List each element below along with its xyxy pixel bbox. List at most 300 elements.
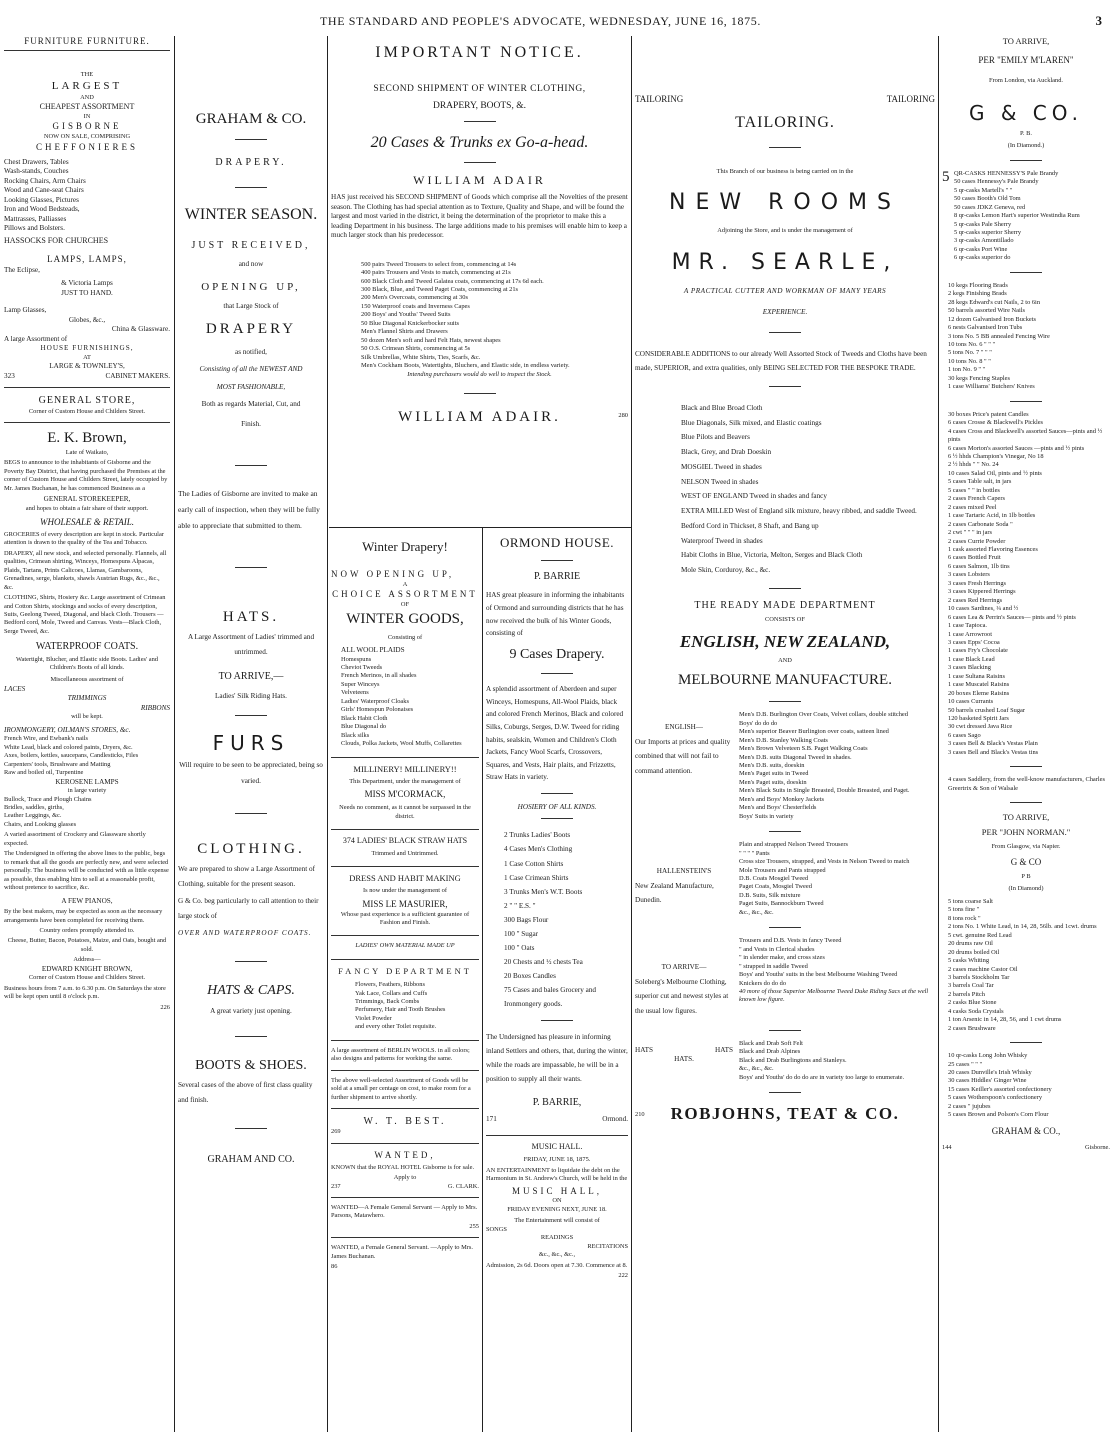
divider (331, 757, 479, 758)
divider (769, 927, 801, 928)
list-item: 3 barrels Stockholm Tar (948, 973, 1010, 981)
text: EXPERIENCE. (762, 308, 808, 317)
text: ALL WOOL PLAIDS (341, 646, 405, 655)
list-item: 3 Trunks Men's W.T. Boots (504, 887, 583, 896)
text: DRAPERY. (215, 156, 287, 168)
text: WANTED, a Female General Servant. —Apply to Mrs. James Buchanan. (331, 1244, 473, 1260)
brandy-section (942, 170, 1110, 263)
list-item: 3 cases Kippered Herrings (948, 588, 1016, 596)
fancy-list (331, 981, 479, 1032)
nz-section (635, 841, 935, 917)
divider (541, 1020, 573, 1021)
text: 255 (469, 1222, 479, 1230)
column-imports (942, 36, 1110, 1432)
list-item: 2 cases machine Castor Oil (948, 965, 1018, 973)
divider (769, 332, 801, 333)
list-item: 200 Men's Overcoats, commencing at 30s (361, 294, 468, 302)
list-item: Carpenters' tools, Brushware and Matting (4, 760, 111, 768)
text: JUST RECEIVED, (191, 240, 311, 252)
list-item: 2 cases French Capers (948, 495, 1005, 503)
list-item: 500 pairs Tweed Trousers to select from, commencing at 14s (361, 260, 517, 268)
list-item: Men's D.B. suits Diagonal Tweed in shades. (739, 753, 852, 761)
list-item: 5 tons fine " (948, 906, 980, 914)
list-item: 3 cases Blacking (948, 664, 991, 672)
divider (331, 959, 479, 960)
list-item: 50 cases Hennessy's Pale Brandy (954, 178, 1039, 186)
list-item: Super Winceys (341, 680, 380, 688)
text: This Branch of our business is being carried on in the (716, 167, 854, 175)
text: LACES (4, 684, 26, 693)
divider (235, 961, 267, 962)
text: HAS great pleasure in informing the inhabitants of Ormond and surrounding districts that he has now received the bulk of his Winter Goods, consisting of (486, 591, 625, 638)
text: & Victoria Lamps (61, 279, 113, 288)
text: Trimmed and Untrimmed. (371, 849, 439, 857)
list-item: Plain and strapped Nelson Tweed Trousers (739, 841, 848, 849)
list-item: 3 cases Fresh Herrings (948, 579, 1007, 587)
text: Watertight, Blucher, and Elastic side Boots. Ladies' and Children's Boots of all kinds. (15, 655, 158, 671)
text: MELBOURNE MANUFACTURE. (678, 672, 892, 689)
list-item: 120 basketed Spirit Jars (948, 715, 1009, 723)
text: China & Glassware. (111, 325, 170, 334)
salt-list (942, 898, 1110, 1033)
divider (1010, 160, 1042, 161)
list-item: Cheviot Tweeds (341, 664, 383, 672)
list-item: Violet Powder (355, 1014, 392, 1022)
divider (769, 701, 801, 702)
list-item: Black, Grey, and Drab Doeskin (681, 448, 772, 457)
list-item: 15 cases Keiller's assorted confectionery (948, 1085, 1052, 1093)
list-item: 2 " " E.S. " (504, 901, 536, 910)
divider (4, 422, 170, 423)
list-item: Habit Cloths in Blue, Victoria, Melton, Serges and Black Cloth (681, 551, 863, 560)
text: ENGLISH, NEW ZEALAND, (679, 631, 891, 651)
text: THE (80, 70, 94, 78)
list-item: Paget Suits, Bannockburn Tweed (739, 900, 824, 908)
ek-brown-heading: E. K. Brown, (47, 430, 127, 447)
graham-heading: GRAHAM & CO. (195, 111, 307, 127)
list-item: 10 cases Salad Oil, pints and ½ pints (948, 469, 1042, 477)
list-item: 20 drums raw Oil (948, 940, 993, 948)
largest-heading: LARGEST (51, 80, 123, 93)
list-item: 1 case Black Lead (948, 655, 995, 663)
list-item: 5 cwt. genuine Red Lead (948, 931, 1012, 939)
text: Soleberg's Melbourne Clothing, superior cut and newest styles at the usual low figures. (635, 977, 729, 1015)
text: WHOLESALE & RETAIL. (39, 517, 135, 528)
text: TRIMMINGS (67, 694, 107, 703)
text: DRAPERY, BOOTS, &. (432, 100, 526, 111)
list-item: Wash-stands, Couches (4, 167, 69, 175)
text: BOOTS & SHOES. (195, 1058, 307, 1074)
list-item: 5 cases Table salt, in jars (948, 478, 1012, 486)
list-item: 20 cases Dunville's Irish Whisky (948, 1069, 1032, 1077)
list-item: Mattrasses, Palliasses (4, 214, 67, 223)
divider (541, 673, 573, 674)
new-rooms-heading: NEW ROOMS (669, 190, 901, 216)
column-rule (174, 36, 175, 1432)
text: A great variety just opening. (210, 1006, 292, 1015)
list-item: 6 qr-casks Port Wine (954, 245, 1008, 253)
divider (464, 393, 496, 394)
list-item: " and Vests in Clerical shades (739, 945, 815, 953)
text: TO ARRIVE— (661, 963, 707, 972)
text: WANTED, (374, 1149, 436, 1160)
text: Several cases of the above of first class quality and finish. (178, 1080, 313, 1104)
furniture-header: FURNITURE FURNITURE. (4, 36, 170, 51)
list-item: Knickers do do do (739, 979, 787, 987)
text: Cheese, Butter, Bacon, Potatoes, Maize, and Oats, bought and sold. (7, 937, 167, 953)
tailoring-heading: TAILORING. (735, 113, 835, 131)
text: NOW OPENING UP, (331, 569, 455, 580)
list-item: Looking Glasses, Pictures (4, 195, 79, 204)
list-item: Chairs, and Looking glasses (4, 820, 77, 828)
list-item: and every other Toilet requisite. (355, 1023, 437, 1031)
text: (In Diamond) (1008, 885, 1044, 893)
text: SONGS (486, 1225, 507, 1233)
divider (331, 1237, 479, 1238)
list-item: Men's D.B. suits, doeskin (739, 762, 805, 769)
text: CONSISTS OF (765, 616, 805, 624)
list-item: 1 Case Cotton Shirts (504, 859, 564, 868)
text: HOSIERY OF ALL KINDS. (517, 802, 597, 811)
text: Winter Drapery! (362, 539, 448, 554)
list-item: Boys' and Youths' suits in the best Melbourne Washing Tweed (739, 971, 898, 979)
text: By the best makers, may be expected as soon as the necessary arrangements have been completed for receiving them. (4, 908, 163, 924)
text: Corner of Custom House and Childers Street. (28, 974, 146, 982)
text: will be kept. (71, 713, 103, 721)
text: Miscellaneous assortment of (50, 676, 124, 684)
divider (541, 793, 573, 794)
list-item: 40 more of those Superior Melbourne Tweed Duke Riding Sacs at the well known low figure. (739, 987, 929, 1004)
list-item: Blue Pilots and Beavers (681, 433, 750, 442)
list-item: 50 barrels assorted Wire Nails (948, 307, 1025, 315)
text: A splendid assortment of Aberdeen and super Winceys, Homespuns, All-Wool Plaids, black and colored French Merinos, Black and colored Silks, Coburgs, Serges, D.W. Tweed for riding habits, sealskin, Women and Children's Cloth Jackets, Fancy Wool Scarfs, Crossovers, Squares, and Vests, Hair plaits, and Frizzetts, Straw Hats in variety. (486, 685, 624, 782)
text: W. T. BEST. (363, 1116, 447, 1128)
column-rule (938, 36, 939, 1432)
divider (235, 139, 267, 140)
list-item: 300 Bags Flour (504, 915, 549, 924)
text: CABINET MAKERS. (105, 371, 170, 380)
text: AT (83, 353, 91, 361)
list-item: 1 Case Crimean Shirts (504, 873, 569, 882)
list-item: 6 cases Sago (948, 731, 981, 739)
text: 20 Cases & Trunks ex Go-a-head. (370, 134, 589, 152)
text: A (402, 581, 408, 589)
gco-heading: G & CO. (968, 100, 1084, 125)
divider (329, 527, 631, 528)
list-item: 10 cases Sardines, ¼ and ½ (948, 605, 1019, 613)
divider (331, 1143, 479, 1144)
ad-footer (4, 372, 170, 382)
list-item: 3 cases Epps' Cocoa (948, 638, 1000, 646)
text: GRAHAM & CO., (991, 1125, 1061, 1136)
list-item: Boys' and Youths' do do do are in variety too large to enumerate. (739, 1073, 905, 1081)
text: IRONMONGERY, OILMAN'S STORES, &c. (4, 725, 131, 734)
text: Ormond. (602, 1115, 628, 1124)
list-item: Mole Trousers and Pants strapped (739, 866, 826, 874)
text: HAS just received his SECOND SHIPMENT of Goods which comprise all the Novelties of the present season. The Clothing has had special attention as to Texture, Quality and Shape, and will be found the largest and most varied in the district, it being the determination of the proprietor to make this a leading Department in his business. The large additions made to his premises will enable him to keep a much larger stock than his predecessor. (331, 193, 628, 240)
list-item: Ladies' Waterproof Cloaks (341, 697, 409, 705)
text: HALLENSTEIN'S (656, 867, 712, 876)
furniture-list (4, 158, 170, 234)
list-item: 50 O.S. Crimean Shirts, commencing at 5s (361, 345, 471, 353)
list-item: Rocking Chairs, Arm Chairs (4, 176, 86, 185)
list-item: 10 tons No. 6 " " " (948, 341, 996, 348)
column-rule (482, 527, 483, 1432)
list-item: French Merinos, in all shades (341, 672, 417, 680)
list-item: Men's Brown Velveteen S.B. Paget Walking Coats (739, 745, 868, 753)
list-item: 100 " Oats (504, 943, 535, 952)
list-item: 3 qr-casks Amontillado (954, 237, 1014, 245)
divider (464, 121, 496, 122)
nz-list (733, 841, 935, 917)
list-item: 10 kegs Flooring Brads (948, 281, 1008, 289)
text: LAMPS, LAMPS, (47, 254, 127, 265)
list-item: Men's Paget suits, doeskin (739, 778, 807, 786)
adair-list (331, 261, 628, 371)
divider (235, 567, 267, 568)
list-item: Black and Drab Soft Felt (739, 1039, 803, 1047)
list-item: 3 cases Bell and Black's Vestas tins (948, 748, 1039, 756)
list-item: Silk Umbrellas, White Shirts, Ties, Scarfs, &c. (361, 353, 481, 361)
text: HASSOCKS FOR CHURCHES (4, 235, 109, 245)
list-item: Men's and Boys' Monkey Jackets (739, 795, 825, 803)
list-item: 4 casks Soda Crystals (948, 1007, 1004, 1015)
column-rule (631, 36, 632, 1432)
text: A FEW PIANOS, (61, 896, 113, 905)
list-item: Men's Cockham Boots, Watertights, Bluchers, and Elastic side, in endless variety. (361, 362, 570, 370)
divider (331, 935, 479, 936)
list-item: 2 cases Currie Powder (948, 537, 1006, 545)
text: FURS (212, 731, 290, 756)
text: GENERAL STORE, (38, 395, 136, 407)
list-item: 5 tons coarse Salt (948, 897, 993, 905)
text: OVER AND WATERPROOF COATS. (178, 929, 312, 938)
divider (331, 1070, 479, 1071)
divider (769, 588, 801, 589)
text: and now (238, 260, 264, 269)
text: LARGE & TOWNLEY'S, (49, 362, 125, 371)
hats-labels (635, 1046, 733, 1056)
text: that Large Stock of (223, 302, 279, 311)
list-item: 20 Chests and ½ chests Tea (504, 957, 583, 966)
text: Our Imports at prices and quality combined that will not fail to command attention. (635, 737, 731, 775)
divider (331, 1108, 479, 1109)
list-item: Black silks (341, 731, 370, 739)
column-graham (178, 36, 324, 1432)
text: Gisborne. (1084, 1143, 1110, 1151)
list-item: Velveteens (341, 689, 369, 697)
list-item: 3 tons No. 5 BB annealed Fencing Wire (948, 332, 1050, 340)
ormond-advert (486, 532, 628, 1281)
text: TO ARRIVE,— (218, 671, 284, 683)
list-item: 28 kegs Edward's cut Nails, 2 to 6in (948, 298, 1041, 306)
text: Corner of Custom House and Childers Street. (28, 407, 146, 415)
text: LADIES' OWN MATERIAL MADE UP (355, 942, 455, 950)
list-item: Pillows and Bolsters. (4, 224, 65, 232)
list-item: 6 cases Morton's assorted Sauces —pints and ½ pints (948, 444, 1085, 452)
list-item: 50 barrels crushed Loaf Sugar (948, 706, 1026, 714)
hats-label-block (635, 1040, 733, 1082)
text: Admission, 2s 6d. Doors open at 7.30. Commence at 8. (486, 1261, 628, 1269)
text: PER "EMILY M'LAREN" (978, 55, 1074, 66)
list-item: 1 cask assorted Flavoring Essences (948, 545, 1038, 553)
tailoring-header (635, 94, 935, 106)
text: in large variety (67, 787, 107, 795)
text: 222 (618, 1272, 628, 1280)
list-item: Trousers and D.B. Vests in fancy Tweed (739, 937, 842, 945)
adair-footer (331, 408, 628, 428)
hardware-list (942, 282, 1110, 392)
text: READINGS (540, 1234, 574, 1242)
text: The above well-selected Assortment of Goods will be sold at a small per centage on cost, to make room for a further shipment to arrive shortly. (331, 1076, 471, 1101)
text: P. B. (1020, 129, 1032, 137)
text: P. BARRIE, (532, 1096, 582, 1108)
cloth-list (635, 401, 935, 578)
whisky-list (942, 1052, 1110, 1120)
list-item: 50 Blue Diagonal Knickerbocker suits (361, 319, 459, 327)
melbourne-section (635, 937, 935, 1020)
text: (In Diamond.) (1007, 142, 1045, 150)
list-item: 3 cases Bell & Black's Vestas Plain (948, 740, 1038, 748)
list-item: 2 cases mixed Peel (948, 503, 997, 511)
text: 226 (160, 1003, 170, 1011)
list-item: 1 case Arrowroot (948, 630, 993, 638)
divider (331, 829, 479, 830)
divider (769, 386, 801, 387)
text: A PRACTICAL CUTTER AND WORKMAN OF MANY YEARS (683, 286, 887, 295)
text: CLOTHING. (197, 840, 305, 857)
list-item: Paget Coats, Mosgiel Tweed (739, 883, 812, 891)
text: Late of Waikato, (65, 448, 109, 456)
list-item: 150 Waterproof coats and Inverness Capes (361, 302, 470, 310)
text: MUSIC HALL. (531, 1141, 583, 1151)
column-rule (327, 36, 328, 1432)
list-item: 6 nests Galvanised Iron Tubs (948, 324, 1023, 332)
text: THE READY MADE DEPARTMENT (694, 599, 876, 611)
list-item: 5 cases Brown and Polson's Corn Flour (948, 1111, 1049, 1119)
text: Will require to be seen to be appreciated, being so varied. (179, 761, 323, 785)
list-item: Leather Leggings, &c. (4, 812, 62, 820)
text: A large assortment of BERLIN WOOLS. in all colors; also designs and patterns for working the same. (331, 1046, 470, 1063)
text: AND (778, 657, 792, 665)
divider (1010, 766, 1042, 767)
list-item: 2 cases Red Herrings (948, 596, 1003, 604)
text: DRAPERY, all new stock, and selected personally. Flannels, all qualities, Crimean shirting, Winceys, Homespuns Alpacas, Plaids, Tartans, Prints Calicoes, Llamas, Gambaroons, Grenadines, serge, blankets, shawls Austrian Rugs, &c., &c., &c. (4, 549, 167, 591)
list-item: 10 tons No. 8 " " (948, 357, 991, 365)
text: HATS & CAPS. (207, 983, 295, 999)
divider (235, 187, 267, 188)
text: OPENING UP, (201, 280, 301, 293)
list-item: &c., &c., &c. (739, 1065, 774, 1073)
iron-list (4, 735, 170, 777)
text: New Zealand Manufacture, Dunedin. (635, 881, 714, 905)
text: 171 (486, 1115, 497, 1124)
text: HATS. (222, 609, 280, 626)
text: A varied assortment of Crockery and Glassware shortly expected. (4, 831, 146, 847)
text: The Ladies of Gisborne are invited to make an early call of inspection, when they will be fully able to appreciate that submitted to them. (178, 489, 320, 530)
hats-list (733, 1040, 935, 1082)
list-item: " " " " Pants (739, 849, 770, 857)
list-item: Men's and Boys' Chesterfields (739, 804, 817, 812)
text: PER "JOHN NORMAN." (981, 827, 1071, 838)
text: EDWARD KNIGHT BROWN, (41, 964, 133, 973)
text: P. BARRIE (533, 571, 581, 583)
list-item: QR-CASKS HENNESSY'S Pale Brandy (954, 169, 1059, 177)
masthead-title: THE STANDARD AND PEOPLE'S ADVOCATE, WEDNESDAY, JUNE 16, 1875. (320, 14, 761, 28)
list-item: Trimmings, Back Combs (355, 998, 420, 1006)
list-item: NELSON Tweed in shades (681, 477, 759, 486)
ormond-heading: ORMOND HOUSE. (499, 535, 615, 550)
list-item: Blue Diagonal do (341, 723, 387, 731)
list-item: 30 kegs Fencing Staples (948, 374, 1010, 382)
list-item: 1 case Muscatel Raisins (948, 681, 1010, 689)
text: Needs no comment, as it cannot be surpassed in the district. (339, 804, 471, 820)
text: FANCY DEPARTMENT (338, 965, 472, 976)
nz-label-block (635, 841, 733, 917)
text: HATS. (674, 1055, 694, 1064)
divider (541, 560, 573, 561)
text: Consisting of (387, 633, 423, 641)
text: This Department, under the management of (349, 777, 461, 785)
divider (235, 1036, 267, 1037)
text: 9 Cases Drapery. (509, 646, 605, 662)
text: From London, via Auckland. (988, 77, 1064, 85)
text: OF (400, 601, 410, 609)
list-item: 2 kegs Finishing Brads (948, 290, 1007, 298)
text: RECITATIONS (587, 1242, 628, 1250)
list-item: 50 cases JDKZ Geneva, red (954, 203, 1026, 211)
divider (1010, 401, 1042, 402)
text: TAILORING (886, 94, 935, 104)
text: Business hours from 7 a.m. to 6.30 p.m. On Saturdays the store will be kept open until 8 o'clock p.m. (4, 984, 166, 1001)
list-item: Bridles, saddles, girths, (4, 804, 64, 812)
list-item: 3 barrels Coal Tar (948, 982, 994, 990)
list-item: 3 cases Lobsters (948, 571, 990, 579)
list-item: Waterproof Tweed in shades (681, 536, 763, 545)
text: MILLINERY! MILLINERY!! (353, 763, 457, 774)
text: Adjoining the Store, and is under the management of (717, 227, 853, 235)
text: as notified, (235, 347, 267, 356)
divider (1010, 802, 1042, 803)
list-item: 5 tons No. 7 " " " (948, 349, 992, 357)
text: A large Assortment of (4, 334, 68, 343)
list-item: Black Habit Cloth (341, 714, 388, 722)
list-item: &c., &c., &c. (739, 908, 774, 916)
list-item: 1 cases Fry's Chocolate (948, 647, 1008, 655)
text: JUST TO HAND. (61, 288, 113, 297)
list-item: 5 qr-casks Pale Sherry (954, 220, 1012, 228)
text: FRIDAY, JUNE 18, 1875. (523, 1156, 591, 1164)
list-item: Men's superior Beaver Burlington over coats, satteen lined (739, 728, 889, 736)
text: ON (552, 1197, 562, 1205)
list-item: 6 cases Bottled Fruit (948, 554, 1001, 562)
text: 144 (942, 1143, 952, 1151)
list-item: 4 cases Cross and Blackwell's assorted Sauces—pints and ½ pints (948, 427, 1103, 444)
list-item: 30 cases Hiddles' Ginger Wine (948, 1077, 1027, 1085)
list-item: 75 Cases and bales Grocery and Ironmongery goods. (504, 985, 597, 1008)
list-item: 2 cases " jujubes (948, 1102, 991, 1110)
text: 237 (331, 1182, 341, 1190)
text: Lamp Glasses, (4, 306, 47, 315)
list-item: 2 cases Brushware (948, 1024, 996, 1032)
text: From Glasgow, via Napier. (991, 842, 1061, 850)
page-number: 3 (1095, 13, 1102, 28)
text: AND (80, 93, 94, 101)
list-item: 1 ton Arsenic in 14, 28, 56, and 1 cwt drums (948, 1016, 1062, 1024)
divider (486, 1135, 628, 1136)
text: KNOWN that the ROYAL HOTEL Gisborne is for sale. (331, 1163, 475, 1171)
text: WINTER GOODS, (346, 610, 464, 627)
